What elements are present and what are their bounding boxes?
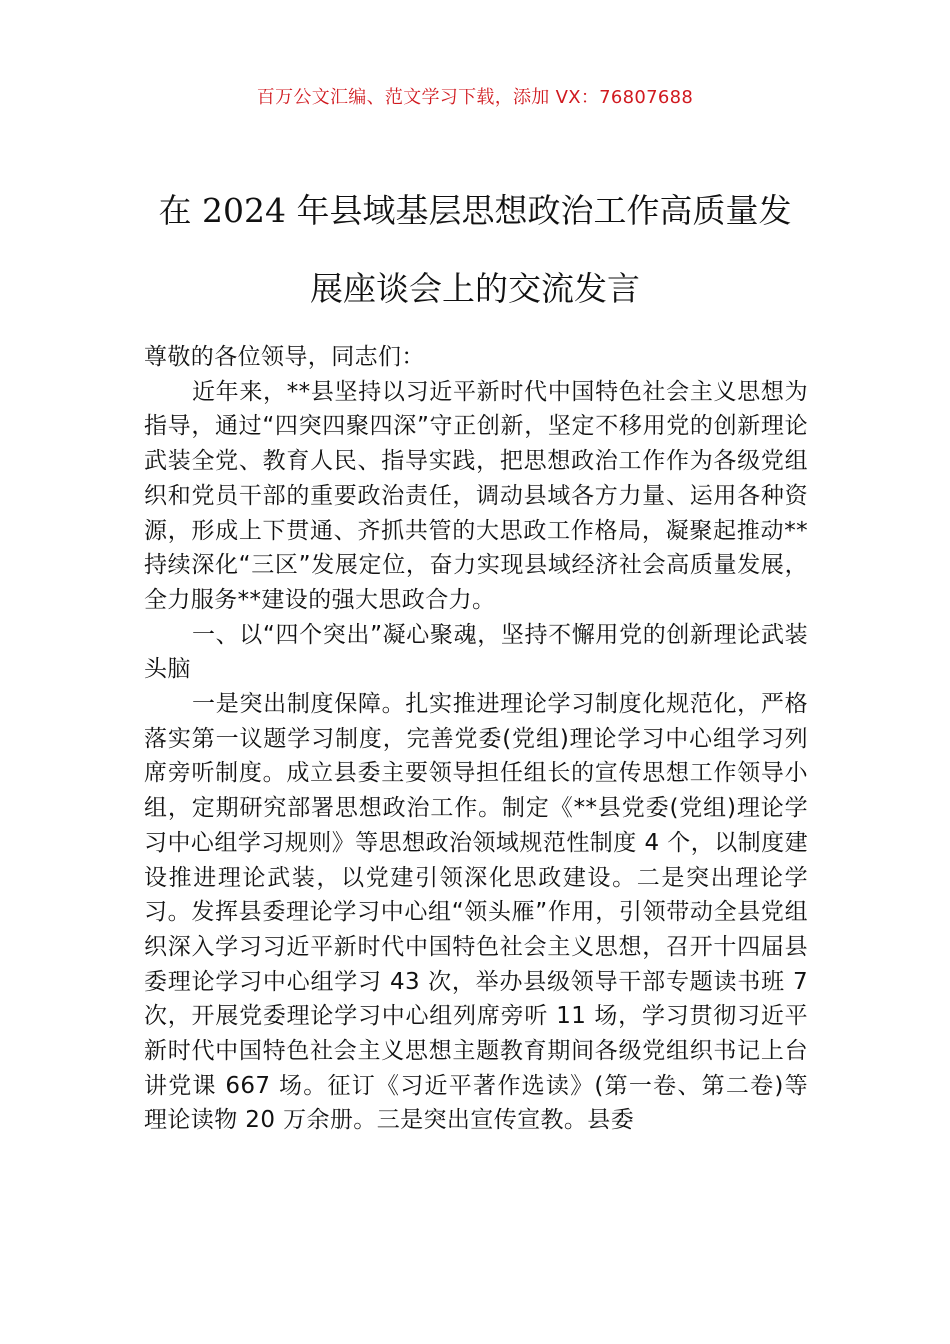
salutation: 尊敬的各位领导，同志们：	[144, 344, 425, 370]
document-body	[144, 340, 808, 1138]
intro-paragraph: 近年来，**县坚持以习近平新时代中国特色社会主义思想为指导，通过“四突四聚四深”守正创新，坚定不移用党的创新理论武装全党、教育人民、指导实践，把思想政治工作作为各级党组织和党员干部的重要政治责任，调动县域各方力量、运用各种资源，形成上下贯通、齐抓共管的大思政工作格局，凝聚起推动**持续深化“三区”发展定位，奋力实现县域经济社会高质量发展，全力服务**建设的强大思政合力。	[144, 378, 808, 613]
document-title-line-2: 展座谈会上的交流发言	[310, 269, 640, 308]
header-watermark-note: 百万公文汇编、范文学习下载，添加 VX：76807688	[256, 87, 694, 108]
document-title	[100, 172, 850, 328]
section-heading-1: 一、以“四个突出”凝心聚魂，坚持不懈用党的创新理论武装头脑	[144, 621, 808, 683]
document-title-line-1: 在 2024 年县域基层思想政治工作高质量发	[158, 191, 792, 230]
body-paragraph-1: 一是突出制度保障。扎实推进理论学习制度化规范化，严格落实第一议题学习制度，完善党委(党组)理论学习中心组学习列席旁听制度。成立县委主要领导担任组长的宣传思想工作领导小组，定期研究部署思想政治工作。制定《**县党委(党组)理论学习中心组学习规则》等思想政治领域规范性制度 4 个，以制度建设推进理论武装，以党建引领深化思政建设。二是突出理论学习。发挥县委理论学习中心组“领头雁”作用，引领带动全县党组织深入学习习近平新时代中国特色社会主义思想，召开十四届县委理论学习中心组学习 43 次，举办县级领导干部专题读书班 7 次，开展党委理论学习中心组列席旁听 11 场，学习贯彻习近平新时代中国特色社会主义思想主题教育期间各级党组织书记上台讲党课 667 场。征订《习近平著作选读》(第一卷、第二卷)等理论读物 20 万余册。三是突出宣传宣教。县委	[144, 691, 808, 1134]
